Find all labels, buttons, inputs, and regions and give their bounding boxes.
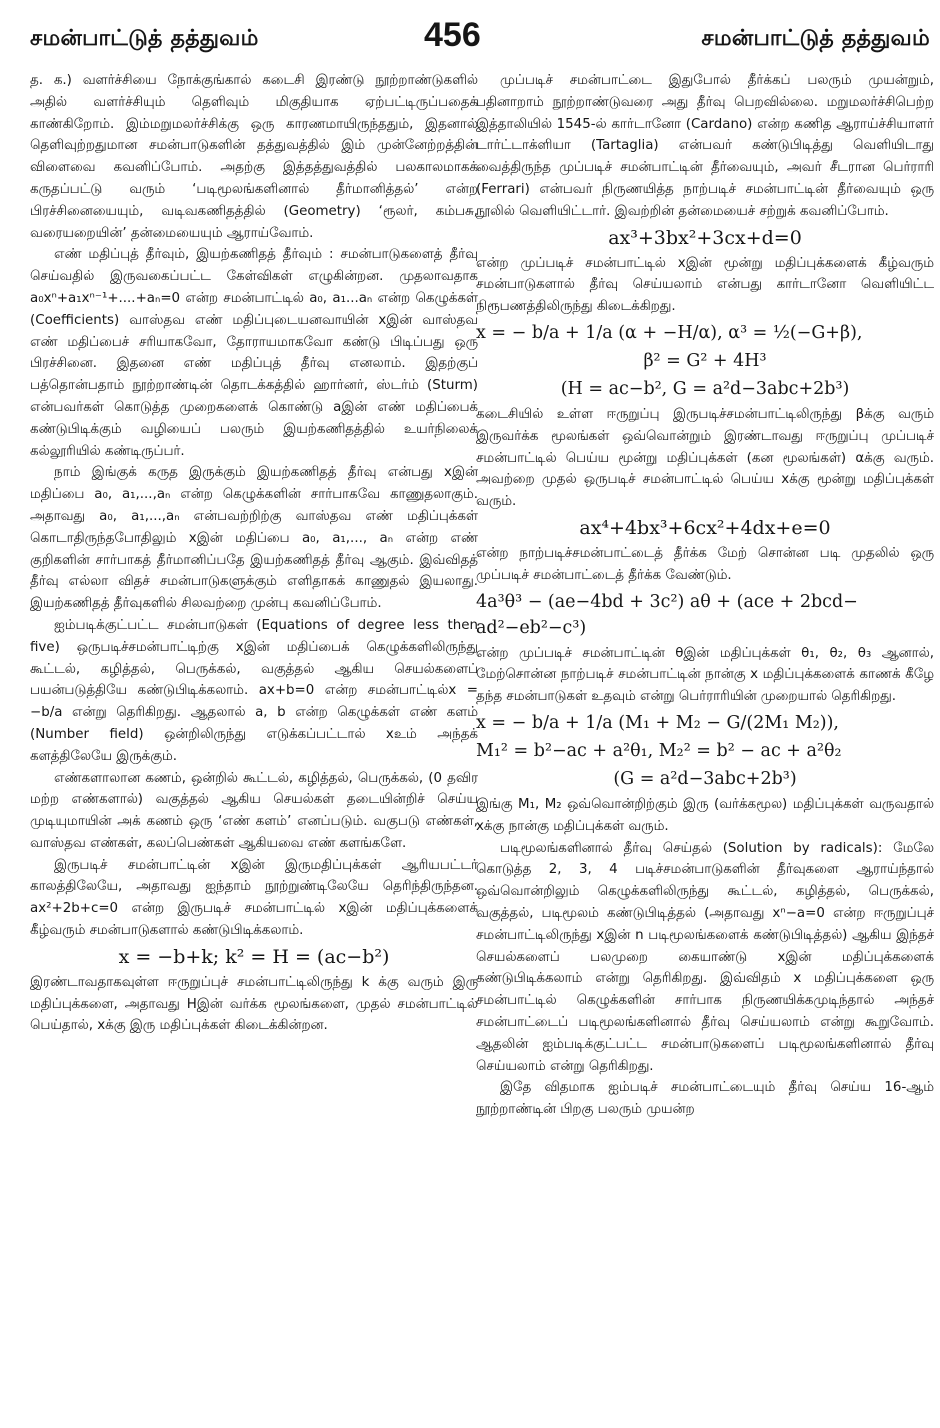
paragraph: முப்படிச் சமன்பாட்டை இதுபோல் தீர்க்கப் பலரும் முயன்றும், பதினாறாம் நூற்றாண்டுவரை அது தீர்வு பெறவில்லை. மறுமலர்ச்சிபெற்ற இத்தாலியில் 1545-ல் கார்டானோ (Cardano) என்ற கணித ஆராய்ச்சியாளர் டார்ட்டாக்ளியா (Tartaglia) என்பவர் கண்டுபிடித்து வெளியிடாது வைத்திருந்த முப்படிச் சமன்பாட்டின் தீர்வையும், அவர் சீடரான பெர்ராரி (Ferrari) என்பவர் நிருணயித்த நாற்படிச் சமன்பாட்டின் தீர்வையும் ஒரு நூலில் வெளியிட்டார். இவற்றின் தன்மையைச் சற்றுக் கவனிப்போம். <box>476 73 934 219</box>
paragraph: என்ற முப்படிச் சமன்பாட்டின் θஇன் மதிப்புக்கள் θ₁, θ₂, θ₃ ஆனால், மேற்சொன்ன நாற்படிச் சமன்பாட்டின் நான்கு x மதிப்புக்களைக் காணக் கீழே தந்த சமன்பாடுகள் உதவும் என்று பெர்ராரியின் முறையால் தெரிகிறது. <box>476 645 934 705</box>
paragraph: கடைசியில் உள்ள ஈருறுப்பு இருபடிச்சமன்பாட்டிலிருந்து βக்கு வரும் இருவர்க்க மூலங்கள் ஒவ்வொன்றும் இரண்டாவது ஈருறுப்பு முப்படிச் சமன்பாட்டில் பெய்ய மூன்று மதிப்புக்கள் (கன மூலங்கள்) αக்கு வரும். அவற்றை முதல் ஒருபடிச் சமன்பாட்டில் பெய்ய xக்கு மூன்று மதிப்புக்கள் வரும். <box>476 406 934 510</box>
page-number: 456 <box>424 16 481 54</box>
equation: (H = ac−b², G = a²d−3abc+2b³) <box>560 378 850 399</box>
running-title-left: சமன்பாட்டுத் தத்துவம் <box>30 26 259 51</box>
paragraph: த. க.) வளர்ச்சியை நோக்குங்கால் கடைசி இரண்டு நூற்றாண்டுகளில் அதில் வளர்ச்சியும் தெளிவும் மிகுதியாக ஏற்பட்டிருப்பதைக் காண்கிறோம். இம்மறுமலர்ச்சிக்கு ஒரு காரணமாயிருந்ததும், இதனால் தெளிவுற்றதுமான சமன்பாடுகளின் தத்துவத்தில் இம் முன்னேற்றத்தின் விளைவை கவனிப்போம். அதற்கு இத்தத்துவத்தில் பலகாலமாகக் கருதப்பட்டு வரும் ‘படிமூலங்களினால் தீர்மானித்தல்’ என்ற பிரச்சினையையும், வடிவகணிதத்தில் (Geometry) ‘ரூலர், கம்பசு, வரையறையின்’ தன்மையையும் ஆராய்வோம். <box>30 73 478 241</box>
paragraph: என்ற நாற்படிச்சமன்பாட்டைத் தீர்க்க மேற் சொன்ன படி முதலில் ஒரு முப்படிச் சமன்பாட்டைத் தீர்க்க வேண்டும். <box>476 545 934 583</box>
paragraph: இங்கு M₁, M₂ ஒவ்வொன்றிற்கும் இரு (வர்க்கமூல) மதிப்புக்கள் வருவதால் xக்கு நான்கு மதிப்புக்கள் வரும். <box>476 796 934 834</box>
equation: ax⁴+4bx³+6cx²+4dx+e=0 <box>579 516 831 539</box>
equation: x = − b/a + 1/a (α + −H/α), α³ = ½(−G+β), <box>476 322 863 343</box>
running-title-right: சமன்பாட்டுத் தத்துவம் <box>701 26 930 51</box>
left-column <box>30 70 478 1420</box>
paragraph: என்ற முப்படிச் சமன்பாட்டில் xஇன் மூன்று மதிப்புக்களைக் கீழ்வரும் சமன்பாடுகளால் தீர்வு செய்யலாம் என்பது கார்டானோ வெளியிட்ட நிரூபணத்திலிருந்து கிடைக்கிறது. <box>476 255 934 315</box>
paragraph: நாம் இங்குக் கருத இருக்கும் இயற்கணிதத் தீர்வு என்பது xஇன் மதிப்பை a₀, a₁,...,aₙ என்ற கெழுக்களின் சார்பாகவே காணுதலாகும். அதாவது a₀, a₁,...,aₙ என்பவற்றிற்கு வாஸ்தவ எண் மதிப்புக்கள் கொடாதிருந்தபோதிலும் xஇன் மதிப்பை a₀, a₁,..., aₙ என்ற எண் குறிகளின் சார்பாகத் தீர்மானிப்பதே இயற்கணிதத் தீர்வு ஆகும். இவ்விதத் தீர்வு எல்லா விதச் சமன்பாடுகளுக்கும் எளிதாகக் காணுதல் இயலாது. இயற்கணிதத் தீர்வுகளில் சிலவற்றை முன்பு கவனிப்போம். <box>30 465 478 612</box>
paragraph: எண்களாலான கணம், ஒன்றில் கூட்டல், கழித்தல், பெருக்கல், (0 தவிர மற்ற எண்களால்) வகுத்தல் ஆகிய செயல்கள் தடையின்றிச் செய்ய முடியுமாயின் அக் கணம் ஒரு ‘எண் களம்’ எனப்படும். வகுபடு எண்கள், வாஸ்தவ எண்கள், கலப்பெண்கள் ஆகியவை எண் களங்களே. <box>30 770 478 851</box>
paragraph: ஐம்படிக்குட்பட்ட சமன்பாடுகள் (Equations of degree less then five) ஒருபடிச்சமன்பாட்டிற்கு xஇன் மதிப்பைக் கெழுக்களிலிருந்து கூட்டல், கழித்தல், பெருக்கல், வகுத்தல் ஆகிய செயல்களைப் பயன்படுத்தியே கண்டுபிடிக்கலாம். ax+b=0 என்ற சமன்பாட்டில்x = −b/a என்று தெரிகிறது. ஆதலால் a, b என்ற கெழுக்கள் எண் களம் (Number field) ஒன்றிலிருந்து எடுக்கப்பட்டால் xஉம் அந்தக் களத்திலேயே இருக்கும். <box>30 617 478 764</box>
equation: M₁² = b²−ac + a²θ₁, M₂² = b² − ac + a²θ₂ <box>476 740 842 761</box>
page-header <box>0 0 940 58</box>
equation: (G = a²d−3abc+2b³) <box>613 768 797 789</box>
paragraph: இதே விதமாக ஐம்படிச் சமன்பாட்டையும் தீர்வு செய்ய 16-ஆம் நூற்றாண்டின் பிறகு பலரும் முயன்ற <box>476 1080 934 1118</box>
right-column <box>476 70 934 1420</box>
paragraph: எண் மதிப்புத் தீர்வும், இயற்கணிதத் தீர்வும் : சமன்பாடுகளைத் தீர்வு செய்வதில் இருவகைப்பட்ட கேள்விகள் எழுகின்றன. முதலாவதாக a₀xⁿ+a₁xⁿ⁻¹+....+aₙ=0 என்ற சமன்பாட்டில் a₀, a₁...aₙ என்ற கெழுக்கள் (Coefficients) வாஸ்தவ எண் மதிப்புடையனவாயின் xஇன் வாஸ்தவ எண் மதிப்பைச் சரியாகவோ, தோராயமாகவோ கண்டு பிடிப்பது ஒரு பிரச்சினை. இதனை எண் மதிப்புத் தீர்வு எனலாம். இதற்குப் பத்தொன்பதாம் நூற்றாண்டின் தொடக்கத்தில் ஹார்னர், ஸ்டர்ம் (Sturm) என்பவர்கள் கொடுத்த முறைகளைக் கொண்டு aஇன் எண் மதிப்பைக் கண்டுபிடிக்கும் வழியைப் பலரும் இயற்கணிதத்தில் உயர்நிலைக் கல்லூரியில் கண்டிருப்பர். <box>30 247 478 459</box>
equation: 4a³θ³ − (ae−4bd + 3c²) aθ + (ace + 2bcd− ad²−eb²−c³) <box>476 591 858 638</box>
equation: ax³+3bx²+3cx+d=0 <box>608 226 802 249</box>
paragraph: இருபடிச் சமன்பாட்டின் xஇன் இருமதிப்புக்கள் ஆரியபட்டர் காலத்திலேயே, அதாவது ஐந்தாம் நூற்றுண்டிலேயே தெரிந்திருந்தன. ax²+2b+c=0 என்ற இருபடிச் சமன்பாட்டில் xஇன் மதிப்புக்களைக் கீழ்வரும் சமன்பாடுகளால் கண்டுபிடிக்கலாம். <box>30 857 478 939</box>
paragraph: இரண்டாவதாகவுள்ள ஈருறுப்புச் சமன்பாட்டிலிருந்து k க்கு வரும் இரு மதிப்புக்களை, அதாவது Hஇன் வர்க்க மூலங்களை, முதல் சமன்பாட்டில் பெய்தால், xக்கு இரு மதிப்புக்கள் கிடைக்கின்றன. <box>30 974 478 1034</box>
equation: x = − b/a + 1/a (M₁ + M₂ − G/(2M₁ M₂)), <box>476 712 839 733</box>
equation: x = −b+k; k² = H = (ac−b²) <box>118 945 390 968</box>
paragraph: படிமூலங்களினால் தீர்வு செய்தல் (Solution by radicals): மேலே கொடுத்த 2, 3, 4 படிச்சமன்பாடுகளின் தீர்வுகளை ஆராய்ந்தால் ஒவ்வொன்றிலும் கெழுக்களிலிருந்து கூட்டல், கழித்தல், பெருக்கல், வகுத்தல், படிமூலம் கண்டுபிடித்தல் (அதாவது xⁿ−a=0 என்ற ஈருறுப்புச் சமன்பாட்டிலிருந்து xஇன் n படிமூலங்களைக் கண்டுபிடித்தல்) ஆகிய இந்தச் செயல்களைப் பலமுறை கையாண்டு xஇன் மதிப்புக்களைக் கண்டுபிடிக்கலாம் என்று தெரிகிறது. இவ்விதம் x மதிப்புக்களை ஒரு சமன்பாட்டில் கெழுக்களின் சார்பாக நிருணயிக்கமுடிந்தால் அந்தச் சமன்பாட்டைப் படிமூலங்களினால் தீர்வு செய்யலாம் என்று கூறுவோம். ஆதலின் ஐம்படிக்குட்பட்ட சமன்பாடுகளைப் படிமூலங்களினால் தீர்வு செய்யலாம் என்று தெரிகிறது. <box>476 840 934 1074</box>
equation: β² = G² + 4H³ <box>643 350 767 371</box>
